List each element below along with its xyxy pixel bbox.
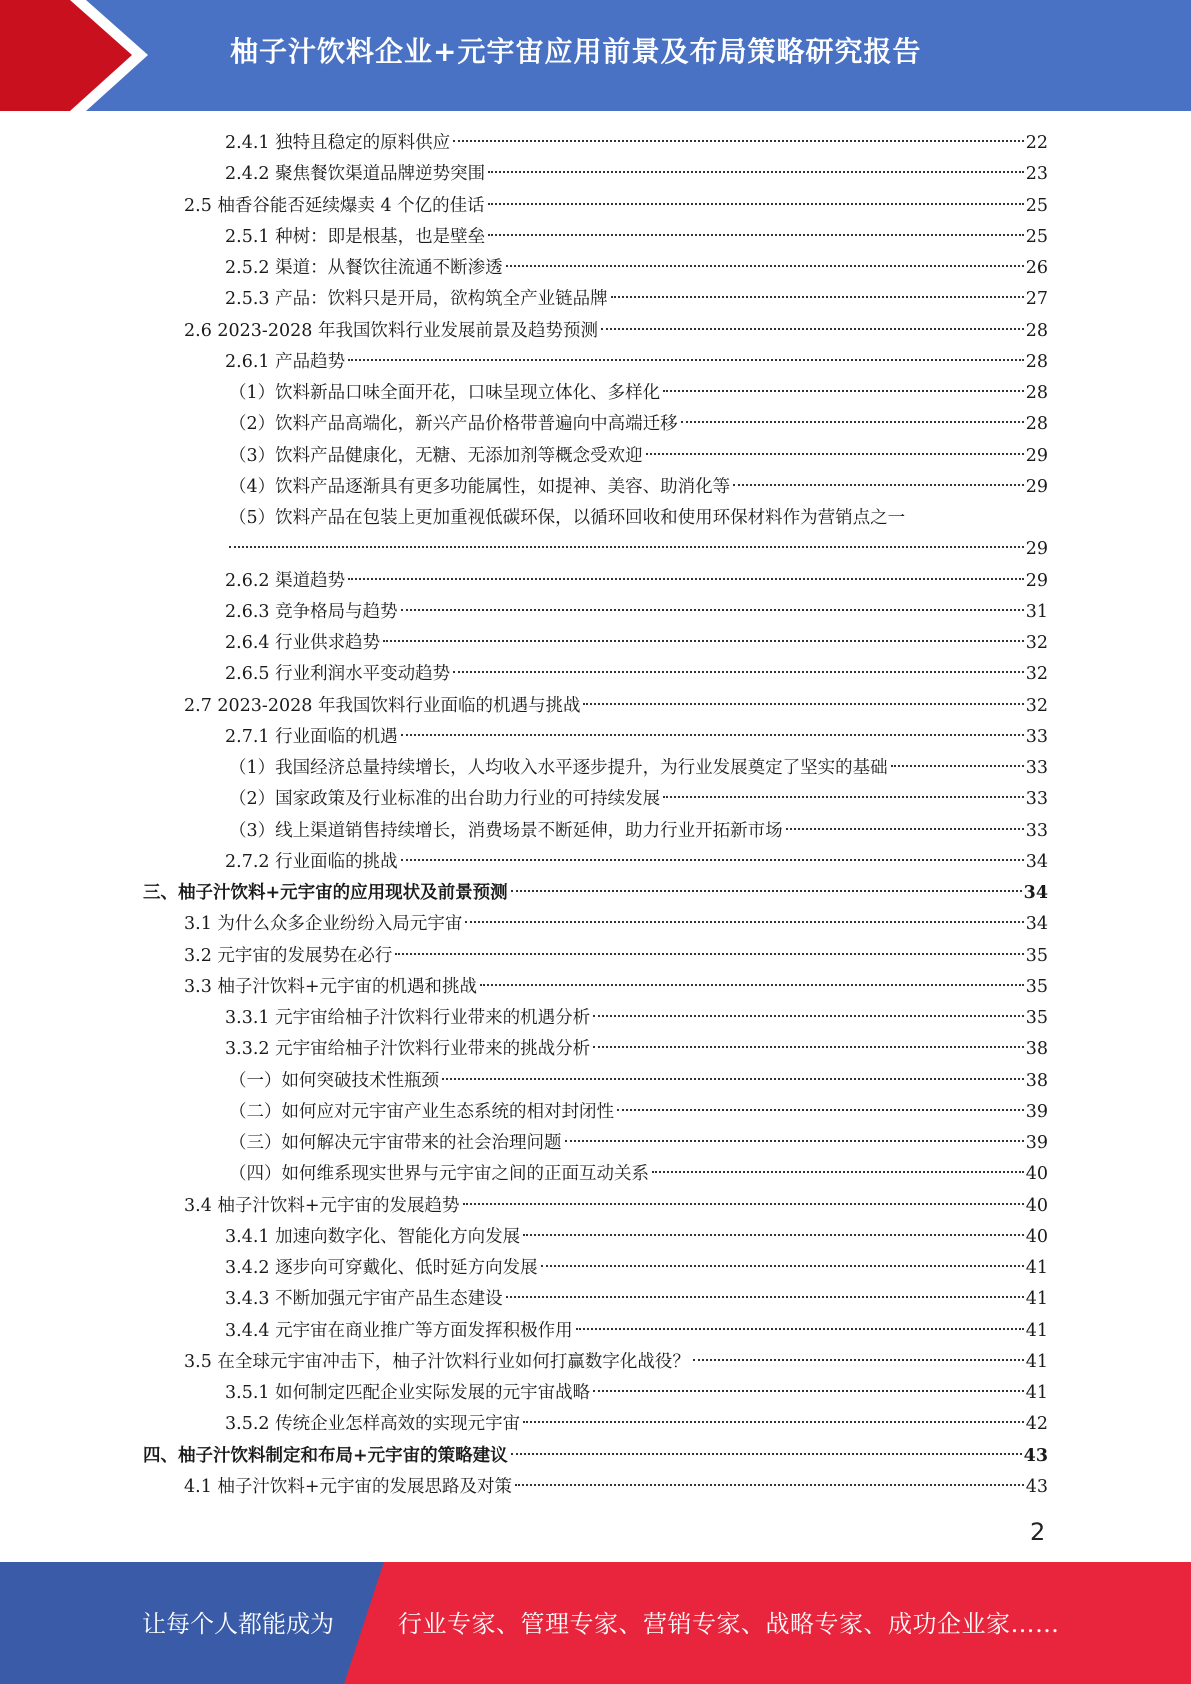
toc-entry-label: 2.5.2 渠道：从餐饮往流通不断渗透: [225, 258, 503, 278]
footer-slogan-right: 行业专家、管理专家、营销专家、战略专家、成功企业家……: [398, 1610, 1060, 1638]
toc-dot-leader: [733, 484, 1024, 486]
toc-entry[interactable]: [225, 1253, 1048, 1283]
toc-entry[interactable]: [225, 1034, 1048, 1064]
toc-entry-label: 2.5 柚香谷能否延续爆卖 4 个亿的佳话: [184, 195, 485, 216]
toc-entry-label: （3）饮料产品健康化，无糖、无添加剂等概念受欢迎: [229, 445, 643, 466]
toc-dot-leader: [480, 984, 1024, 986]
toc-entry-page: 40: [1025, 1164, 1048, 1185]
toc-dot-leader: [693, 1359, 1024, 1361]
toc-entry-label: 3.4.2 逐步向可穿戴化、低时延方向发展: [225, 1258, 538, 1278]
toc-dot-leader: [515, 1484, 1024, 1486]
toc-entry[interactable]: [184, 941, 1048, 971]
toc-entry-label: 四、柚子汁饮料制定和布局+元宇宙的策略建议: [143, 1445, 508, 1466]
toc-entry-label: 3.3.1 元宇宙给柚子汁饮料行业带来的机遇分析: [225, 1008, 591, 1028]
toc-entry-label: （4）饮料产品逐渐具有更多功能属性，如提神、美容、助消化等: [229, 476, 731, 497]
toc-entry-label: 3.2 元宇宙的发展势在必行: [184, 945, 393, 966]
toc-entry[interactable]: [225, 1222, 1048, 1252]
toc-entry-label: 2.6.2 渠道趋势: [225, 570, 346, 591]
toc-entry-label: （1）饮料新品口味全面开花，口味呈现立体化、多样化: [229, 383, 661, 403]
toc-entry-label: 2.4.2 聚焦餐饮渠道品牌逆势突围: [225, 164, 486, 185]
page-footer: [0, 1562, 1191, 1684]
toc-entry-label: （四）如何维系现实世界与元宇宙之间的正面互动关系: [229, 1164, 649, 1185]
toc-entry-page: 26: [1025, 258, 1048, 278]
toc-entry[interactable]: [229, 1128, 1048, 1158]
toc-dot-leader: [583, 703, 1023, 705]
toc-entry-page: 22: [1025, 133, 1048, 153]
toc-dot-leader: [511, 1453, 1022, 1455]
toc-entry-page: 28: [1025, 351, 1048, 372]
toc-entry-page: 39: [1025, 1133, 1048, 1153]
toc-entry-label: （三）如何解决元宇宙带来的社会治理问题: [229, 1133, 562, 1153]
toc-entry-label: 2.7.2 行业面临的挑战: [225, 851, 398, 872]
toc-entry[interactable]: [225, 597, 1048, 627]
toc-entry-page: 33: [1025, 758, 1048, 778]
toc-dot-leader: [463, 1203, 1024, 1205]
toc-dot-leader: [593, 1390, 1024, 1392]
toc-dot-leader: [453, 140, 1024, 142]
toc-entry-label: 2.6.1 产品趋势: [225, 351, 346, 372]
toc-entry-label: 2.7 2023-2028 年我国饮料行业面临的机遇与挑战: [184, 695, 581, 716]
footer-slogan-left: 让每个人都能成为: [142, 1610, 334, 1638]
toc-entry[interactable]: [225, 347, 1048, 377]
toc-entry-page: 35: [1025, 976, 1048, 997]
toc-entry-page: 29: [1025, 570, 1048, 591]
toc-entry[interactable]: [225, 1003, 1048, 1033]
toc-dot-leader: [786, 828, 1024, 830]
toc-entry-label: 2.6.5 行业利润水平变动趋势: [225, 664, 451, 685]
toc-entry-label: 2.7.1 行业面临的机遇: [225, 726, 398, 747]
toc-dot-leader: [523, 1421, 1024, 1423]
toc-entry-label: （二）如何应对元宇宙产业生态系统的相对封闭性: [229, 1101, 614, 1122]
toc-entry-label: 3.3.2 元宇宙给柚子汁饮料行业带来的挑战分析: [225, 1039, 591, 1060]
toc-entry-label: （5）饮料产品在包装上更加重视低碳环保，以循环回收和使用环保材料作为营销点之一: [229, 508, 906, 528]
toc-entry[interactable]: [229, 472, 1048, 502]
toc-dot-leader: [229, 546, 1024, 548]
toc-entry-label: （2）国家政策及行业标准的出台助力行业的可持续发展: [229, 789, 661, 810]
toc-entry[interactable]: [229, 816, 1048, 846]
toc-entry-label: 4.1 柚子汁饮料+元宇宙的发展思路及对策: [184, 1476, 513, 1497]
toc-entry[interactable]: [229, 1066, 1048, 1096]
toc-entry[interactable]: [229, 441, 1048, 471]
toc-entry-page: 31: [1025, 601, 1048, 622]
toc-entry[interactable]: [229, 1159, 1048, 1189]
toc-dot-leader: [395, 953, 1023, 955]
toc-entry-label: 3.5.2 传统企业怎样高效的实现元宇宙: [225, 1414, 521, 1435]
toc-entry-page: 25: [1025, 226, 1048, 247]
toc-dot-leader: [401, 609, 1024, 611]
toc-entry-page: 34: [1025, 851, 1048, 872]
toc-entry[interactable]: [225, 222, 1048, 252]
toc-dot-leader: [348, 359, 1024, 361]
toc-entry[interactable]: [229, 503, 1040, 533]
toc-entry[interactable]: [225, 566, 1048, 596]
toc-entry[interactable]: [143, 1441, 1048, 1471]
toc-entry-page: 34: [1025, 914, 1048, 935]
toc-entry[interactable]: [229, 784, 1048, 814]
toc-entry[interactable]: [225, 253, 1048, 283]
toc-entry-page: 28: [1025, 414, 1048, 435]
toc-entry-page: 35: [1025, 945, 1048, 966]
toc-dot-leader: [401, 734, 1024, 736]
toc-entry-page: 35: [1025, 1008, 1048, 1028]
toc-entry-label: 3.4.1 加速向数字化、智能化方向发展: [225, 1226, 521, 1247]
page-number: 2: [1030, 1518, 1046, 1546]
toc-dot-leader: [348, 578, 1024, 580]
toc-entry-page: 32: [1025, 695, 1048, 716]
toc-entry-label: 2.5.1 种树：即是根基，也是壁垒: [225, 226, 486, 247]
toc-entry-label: 2.6 2023-2028 年我国饮料行业发展前景及趋势预测: [184, 320, 598, 341]
toc-entry-page: 33: [1025, 820, 1048, 841]
toc-entry[interactable]: [229, 534, 1048, 564]
toc-entry-label: 三、柚子汁饮料+元宇宙的应用现状及前景预测: [143, 883, 508, 903]
toc-entry-page: 43: [1025, 1476, 1048, 1497]
toc-entry-page: 29: [1025, 445, 1048, 466]
toc-entry-label: 3.4.4 元宇宙在商业推广等方面发挥积极作用: [225, 1320, 573, 1341]
toc-entry[interactable]: [225, 128, 1048, 158]
toc-dot-leader: [891, 765, 1024, 767]
toc-entry[interactable]: [225, 1378, 1048, 1408]
toc-entry[interactable]: [184, 1347, 1048, 1377]
toc-entry[interactable]: [184, 909, 1048, 939]
toc-entry-page: 41: [1025, 1351, 1048, 1372]
report-title: 柚子汁饮料企业+元宇宙应用前景及布局策略研究报告: [230, 35, 922, 68]
toc-dot-leader: [601, 328, 1024, 330]
toc-entry[interactable]: [225, 628, 1048, 658]
toc-entry[interactable]: [225, 159, 1048, 189]
toc-dot-leader: [523, 1234, 1024, 1236]
toc-entry-label: 3.4 柚子汁饮料+元宇宙的发展趋势: [184, 1195, 460, 1216]
toc-entry[interactable]: [184, 191, 1048, 221]
toc-entry-label: 2.6.3 竞争格局与趋势: [225, 601, 398, 622]
toc-entry[interactable]: [229, 1097, 1048, 1127]
toc-entry-page: 39: [1025, 1101, 1048, 1122]
toc-dot-leader: [488, 234, 1024, 236]
toc-dot-leader: [663, 796, 1024, 798]
toc-dot-leader: [593, 1046, 1024, 1048]
toc-entry[interactable]: [229, 409, 1048, 439]
toc-entry[interactable]: [225, 1409, 1048, 1439]
toc-entry[interactable]: [225, 847, 1048, 877]
toc-entry-page: 28: [1025, 320, 1048, 341]
toc-dot-leader: [617, 1109, 1024, 1111]
toc-entry-label: （1）我国经济总量持续增长，人均收入水平逐步提升，为行业发展奠定了坚实的基础: [229, 758, 888, 778]
toc-entry[interactable]: [225, 284, 1048, 314]
toc-entry-label: （2）饮料产品高端化，新兴产品价格带普遍向中高端迁移: [229, 414, 678, 435]
toc-entry-page: 28: [1025, 383, 1048, 403]
toc-entry-page: 32: [1025, 633, 1048, 653]
toc-entry-page: 41: [1025, 1320, 1048, 1341]
toc-dot-leader: [383, 640, 1024, 642]
toc-dot-leader: [681, 421, 1024, 423]
toc-entry-label: （一）如何突破技术性瓶颈: [229, 1070, 439, 1091]
toc-entry-label: 3.3 柚子汁饮料+元宇宙的机遇和挑战: [184, 976, 478, 997]
toc-dot-leader: [663, 390, 1024, 392]
toc-dot-leader: [465, 921, 1023, 923]
toc-entry[interactable]: [184, 972, 1048, 1002]
toc-entry-page: 27: [1025, 289, 1048, 310]
toc-entry-page: 41: [1025, 1383, 1048, 1403]
toc-entry-page: 40: [1025, 1195, 1048, 1216]
toc-entry[interactable]: [229, 753, 1048, 783]
toc-entry-page: 23: [1025, 164, 1048, 185]
toc-dot-leader: [646, 453, 1024, 455]
toc-entry[interactable]: [225, 659, 1048, 689]
toc-dot-leader: [506, 1296, 1024, 1298]
header-red-chevron: [0, 0, 160, 111]
toc-entry-page: 33: [1025, 726, 1048, 747]
toc-dot-leader: [593, 1015, 1024, 1017]
toc-entry-label: 2.5.3 产品：饮料只是开局，欲构筑全产业链品牌: [225, 289, 608, 310]
toc-entry-page: 29: [1025, 476, 1048, 497]
toc-entry-page: 38: [1025, 1039, 1048, 1060]
toc-dot-leader: [401, 859, 1024, 861]
toc-entry[interactable]: [229, 378, 1048, 408]
toc-entry-page: 34: [1023, 883, 1048, 903]
toc-entry-label: 3.5 在全球元宇宙冲击下，柚子汁饮料行业如何打赢数字化战役？: [184, 1351, 690, 1372]
toc-dot-leader: [488, 203, 1024, 205]
toc-entry[interactable]: [184, 691, 1048, 721]
toc-entry-page: 42: [1025, 1414, 1048, 1435]
toc-dot-leader: [511, 890, 1022, 892]
toc-dot-leader: [453, 671, 1024, 673]
toc-entry[interactable]: [143, 878, 1048, 908]
toc-entry-page: 25: [1025, 195, 1048, 216]
toc-dot-leader: [565, 1140, 1024, 1142]
toc-entry-label: （3）线上渠道销售持续增长，消费场景不断延伸，助力行业开拓新市场: [229, 820, 783, 841]
toc-entry[interactable]: [184, 1472, 1048, 1502]
toc-entry[interactable]: [184, 1191, 1048, 1221]
toc-dot-leader: [506, 265, 1024, 267]
toc-dot-leader: [652, 1171, 1024, 1173]
toc-entry-label: 2.6.4 行业供求趋势: [225, 633, 381, 653]
toc-entry-page: 38: [1025, 1070, 1048, 1091]
toc-entry-label: 3.1 为什么众多企业纷纷入局元宇宙: [184, 914, 463, 935]
toc-dot-leader: [488, 171, 1024, 173]
toc-entry[interactable]: [225, 1316, 1048, 1346]
toc-entry-label: 3.5.1 如何制定匹配企业实际发展的元宇宙战略: [225, 1383, 591, 1403]
toc-entry-page: 41: [1025, 1258, 1048, 1278]
toc-entry[interactable]: [184, 316, 1048, 346]
page-header: [0, 0, 1191, 111]
toc-entry-label: 3.4.3 不断加强元宇宙产品生态建设: [225, 1289, 503, 1310]
toc-entry[interactable]: [225, 1284, 1048, 1314]
toc-dot-leader: [442, 1078, 1024, 1080]
toc-entry-label: 2.4.1 独特且稳定的原料供应: [225, 133, 451, 153]
toc-dot-leader: [576, 1328, 1024, 1330]
toc-entry-page: 29: [1025, 539, 1048, 560]
toc-entry[interactable]: [225, 722, 1048, 752]
toc-dot-leader: [611, 296, 1024, 298]
toc-entry-page: 32: [1025, 664, 1048, 685]
toc-dot-leader: [541, 1265, 1024, 1267]
toc-entry-page: 41: [1025, 1289, 1048, 1310]
toc-entry-page: 40: [1025, 1226, 1048, 1247]
toc-entry-page: 33: [1025, 789, 1048, 810]
toc-entry-page: 43: [1023, 1445, 1048, 1466]
